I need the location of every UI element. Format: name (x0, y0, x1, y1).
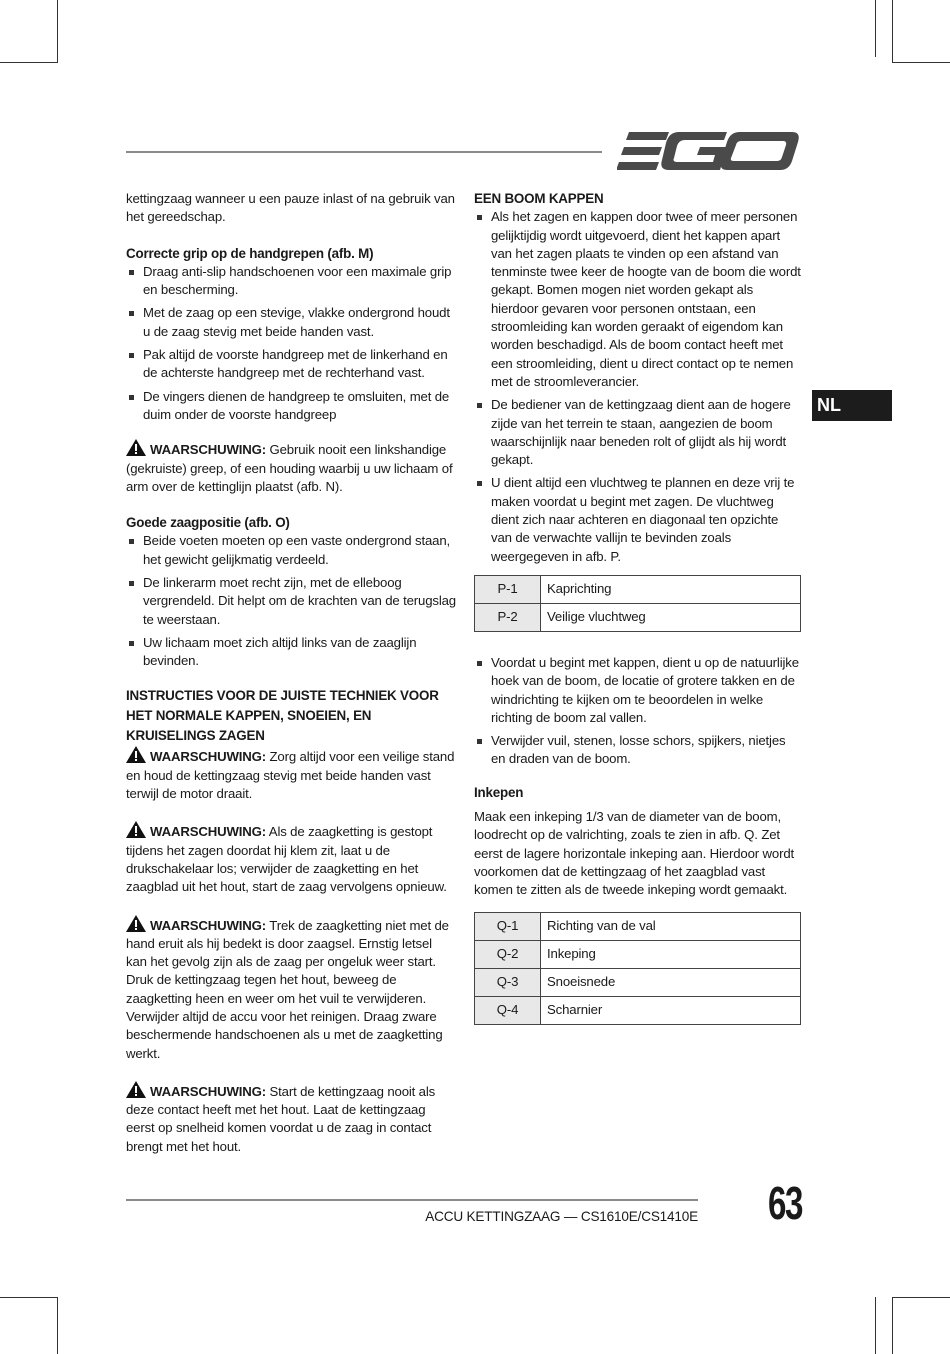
legend-table-p (474, 575, 801, 632)
right-column (474, 190, 802, 1025)
list-item: Met de zaag op een stevige, vlakke ondergrond houdt u de zaag stevig met beide handen vast. (126, 304, 456, 341)
warning-text: Start de kettingzaag nooit als deze contact heeft met het hout. Laat de kettingzaag eerst op snelheid komen voordat u de zaag in contact brengt met het hout. (126, 1083, 436, 1154)
legend-code: Q-2 (475, 940, 541, 968)
felling-heading: EEN BOOM KAPPEN (474, 191, 604, 206)
warning-text: Gebruik nooit een linkshandige (gekruiste) greep, of een houding waarbij u uw lichaam of arm over de kettinglijn plaatst (afb. N). (126, 442, 453, 494)
table-row (475, 575, 801, 603)
table-row (475, 968, 801, 996)
page-number: 63 (768, 1177, 802, 1229)
warning-text: Als de zaagketting is gestopt tijdens het zagen doordat hij klem zit, laat u de drukschakelaar los; verwijder de zaagketting en het zaagblad uit het hout, start de zaag vervolgens opnieuw. (126, 824, 447, 895)
list-item: Verwijder vuil, stenen, losse schors, spijkers, nietjes en draden van de boom. (474, 732, 802, 769)
list-item: U dient altijd een vluchtweg te plannen en deze vrij te maken voordat u begint met zagen. De vluchtweg dient zich naar achteren en diagonaal ten opzichte van de verwachte vallijn te bevinden zoals weergegeven in afb. P. (474, 474, 802, 565)
list-item: Als het zagen en kappen door twee of meer personen gelijktijdig wordt uitgevoerd, dient het kappen apart van het zagen plaats te vinden op een afstand van tenminste twee keer de hoogte van de boom die wordt gekapt. Bomen mogen niet worden gekapt als hierdoor gevaren voor personen ontstaan, een stroomleiding kan worden geraakt of eigendom kan worden beschadigd. Als de boom contact heeft met een stroomleiding, dient u direct contact op te nemen met de stroomleverancier. (474, 208, 802, 391)
legend-label: Scharnier (541, 996, 801, 1024)
crop-mark (875, 0, 876, 57)
legend-code: P-2 (475, 603, 541, 631)
list-item: De vingers dienen de handgreep te omsluiten, met de duim onder de voorste handgreep (126, 388, 456, 425)
ego-logo (617, 128, 801, 174)
intro-text: kettingzaag wanneer u een pauze inlast of na gebruik van het gereedschap. (126, 191, 455, 225)
crop-mark (892, 0, 893, 62)
legend-label: Kaprichting (541, 575, 801, 603)
crop-mark (892, 1298, 893, 1354)
warning-icon (126, 915, 146, 932)
warning-label: WAARSCHUWING: (150, 917, 266, 933)
felling-list-after (474, 654, 802, 769)
header-rule (126, 151, 602, 153)
warning-block (126, 1081, 456, 1156)
position-list (126, 532, 456, 670)
crop-mark (0, 1297, 58, 1298)
legend-label: Richting van de val (541, 912, 801, 940)
legend-table-q (474, 912, 801, 1025)
warning-label: WAARSCHUWING: (150, 442, 266, 458)
warning-label: WAARSCHUWING: (150, 749, 266, 765)
legend-code: Q-1 (475, 912, 541, 940)
legend-label: Veilige vluchtweg (541, 603, 801, 631)
crop-mark (0, 62, 58, 63)
crop-mark (57, 1298, 58, 1354)
legend-code: P-1 (475, 575, 541, 603)
list-item: Beide voeten moeten op een vaste ondergrond staan, het gewicht gelijkmatig verdeeld. (126, 532, 456, 569)
warning-block (126, 915, 456, 1063)
language-tab: NL (812, 390, 892, 421)
warning-text: Zorg altijd voor een veilige stand en houd de kettingzaag stevig met beide handen vast terwijl de motor draait. (126, 749, 455, 802)
warning-block (126, 821, 456, 896)
list-item: Draag anti-slip handschoenen voor een maximale grip en bescherming. (126, 263, 456, 300)
notching-heading: Inkepen (474, 784, 524, 800)
left-column (126, 190, 456, 1156)
warning-icon (126, 439, 146, 456)
warning-icon (126, 821, 146, 838)
table-row (475, 996, 801, 1024)
table-row (475, 603, 801, 631)
crop-mark (892, 62, 950, 63)
crop-mark (892, 1297, 950, 1298)
crop-mark (875, 1297, 876, 1354)
legend-code: Q-3 (475, 968, 541, 996)
list-item: Uw lichaam moet zich altijd links van de zaaglijn bevinden. (126, 634, 456, 671)
legend-code: Q-4 (475, 996, 541, 1024)
legend-label: Inkeping (541, 940, 801, 968)
list-item: Pak altijd de voorste handgreep met de linkerhand en de achterste handgreep met de rechterhand vast. (126, 346, 456, 383)
grip-heading: Correcte grip op de handgrepen (afb. M) (126, 245, 374, 261)
table-row (475, 940, 801, 968)
warning-icon (126, 1081, 146, 1098)
grip-list (126, 263, 456, 424)
notching-text: Maak een inkeping 1/3 van de diameter van de boom, loodrecht op de valrichting, zoals te zien in afb. Q. Zet eerst de lagere horizontale inkeping aan. Hierdoor wordt voorkomen dat de kettingzaag of het zaagblad vast komen te zitten als de tweede inkeping wordt gemaakt. (474, 809, 795, 898)
warning-block (126, 439, 456, 496)
warning-icon (126, 746, 146, 763)
felling-list (474, 208, 802, 566)
footer-text: ACCU KETTINGZAAG — CS1610E/CS1410E (425, 1209, 698, 1224)
technique-heading: INSTRUCTIES VOOR DE JUISTE TECHNIEK VOOR HET NORMALE KAPPEN, SNOEIEN, EN KRUISELINGS ZAGEN (126, 687, 439, 744)
list-item: De linkerarm moet recht zijn, met de elleboog vergrendeld. Dit helpt om de krachten van de terugslag te weerstaan. (126, 574, 456, 629)
list-item: De bediener van de kettingzaag dient aan de hogere zijde van het terrein te staan, aangezien de boom waarschijnlijk naar beneden rolt of glijdt als hij wordt gekapt. (474, 396, 802, 469)
crop-mark (57, 0, 58, 62)
warning-label: WAARSCHUWING: (150, 824, 266, 840)
warning-block (126, 746, 456, 803)
footer-rule (126, 1199, 698, 1201)
table-row (475, 912, 801, 940)
legend-label: Snoeisnede (541, 968, 801, 996)
position-heading: Goede zaagpositie (afb. O) (126, 515, 290, 531)
warning-label: WAARSCHUWING: (150, 1083, 266, 1099)
list-item: Voordat u begint met kappen, dient u op de natuurlijke hoek van de boom, de locatie of grotere takken en de windrichting te kijken om te beoordelen in welke richting de boom zal vallen. (474, 654, 802, 727)
warning-text: Trek de zaagketting niet met de hand eruit als hij bedekt is door zaagsel. Ernstig letsel kan het gevolg zijn als de zaag per ongeluk weer start. Druk de kettingzaag tegen het hout, beweeg de zaagketting heen en weer om het vuil te verwijderen. Verwijder altijd de accu voor het reinigen. Draag zware beschermende handschoenen als u met de zaagketting werkt. (126, 917, 449, 1061)
